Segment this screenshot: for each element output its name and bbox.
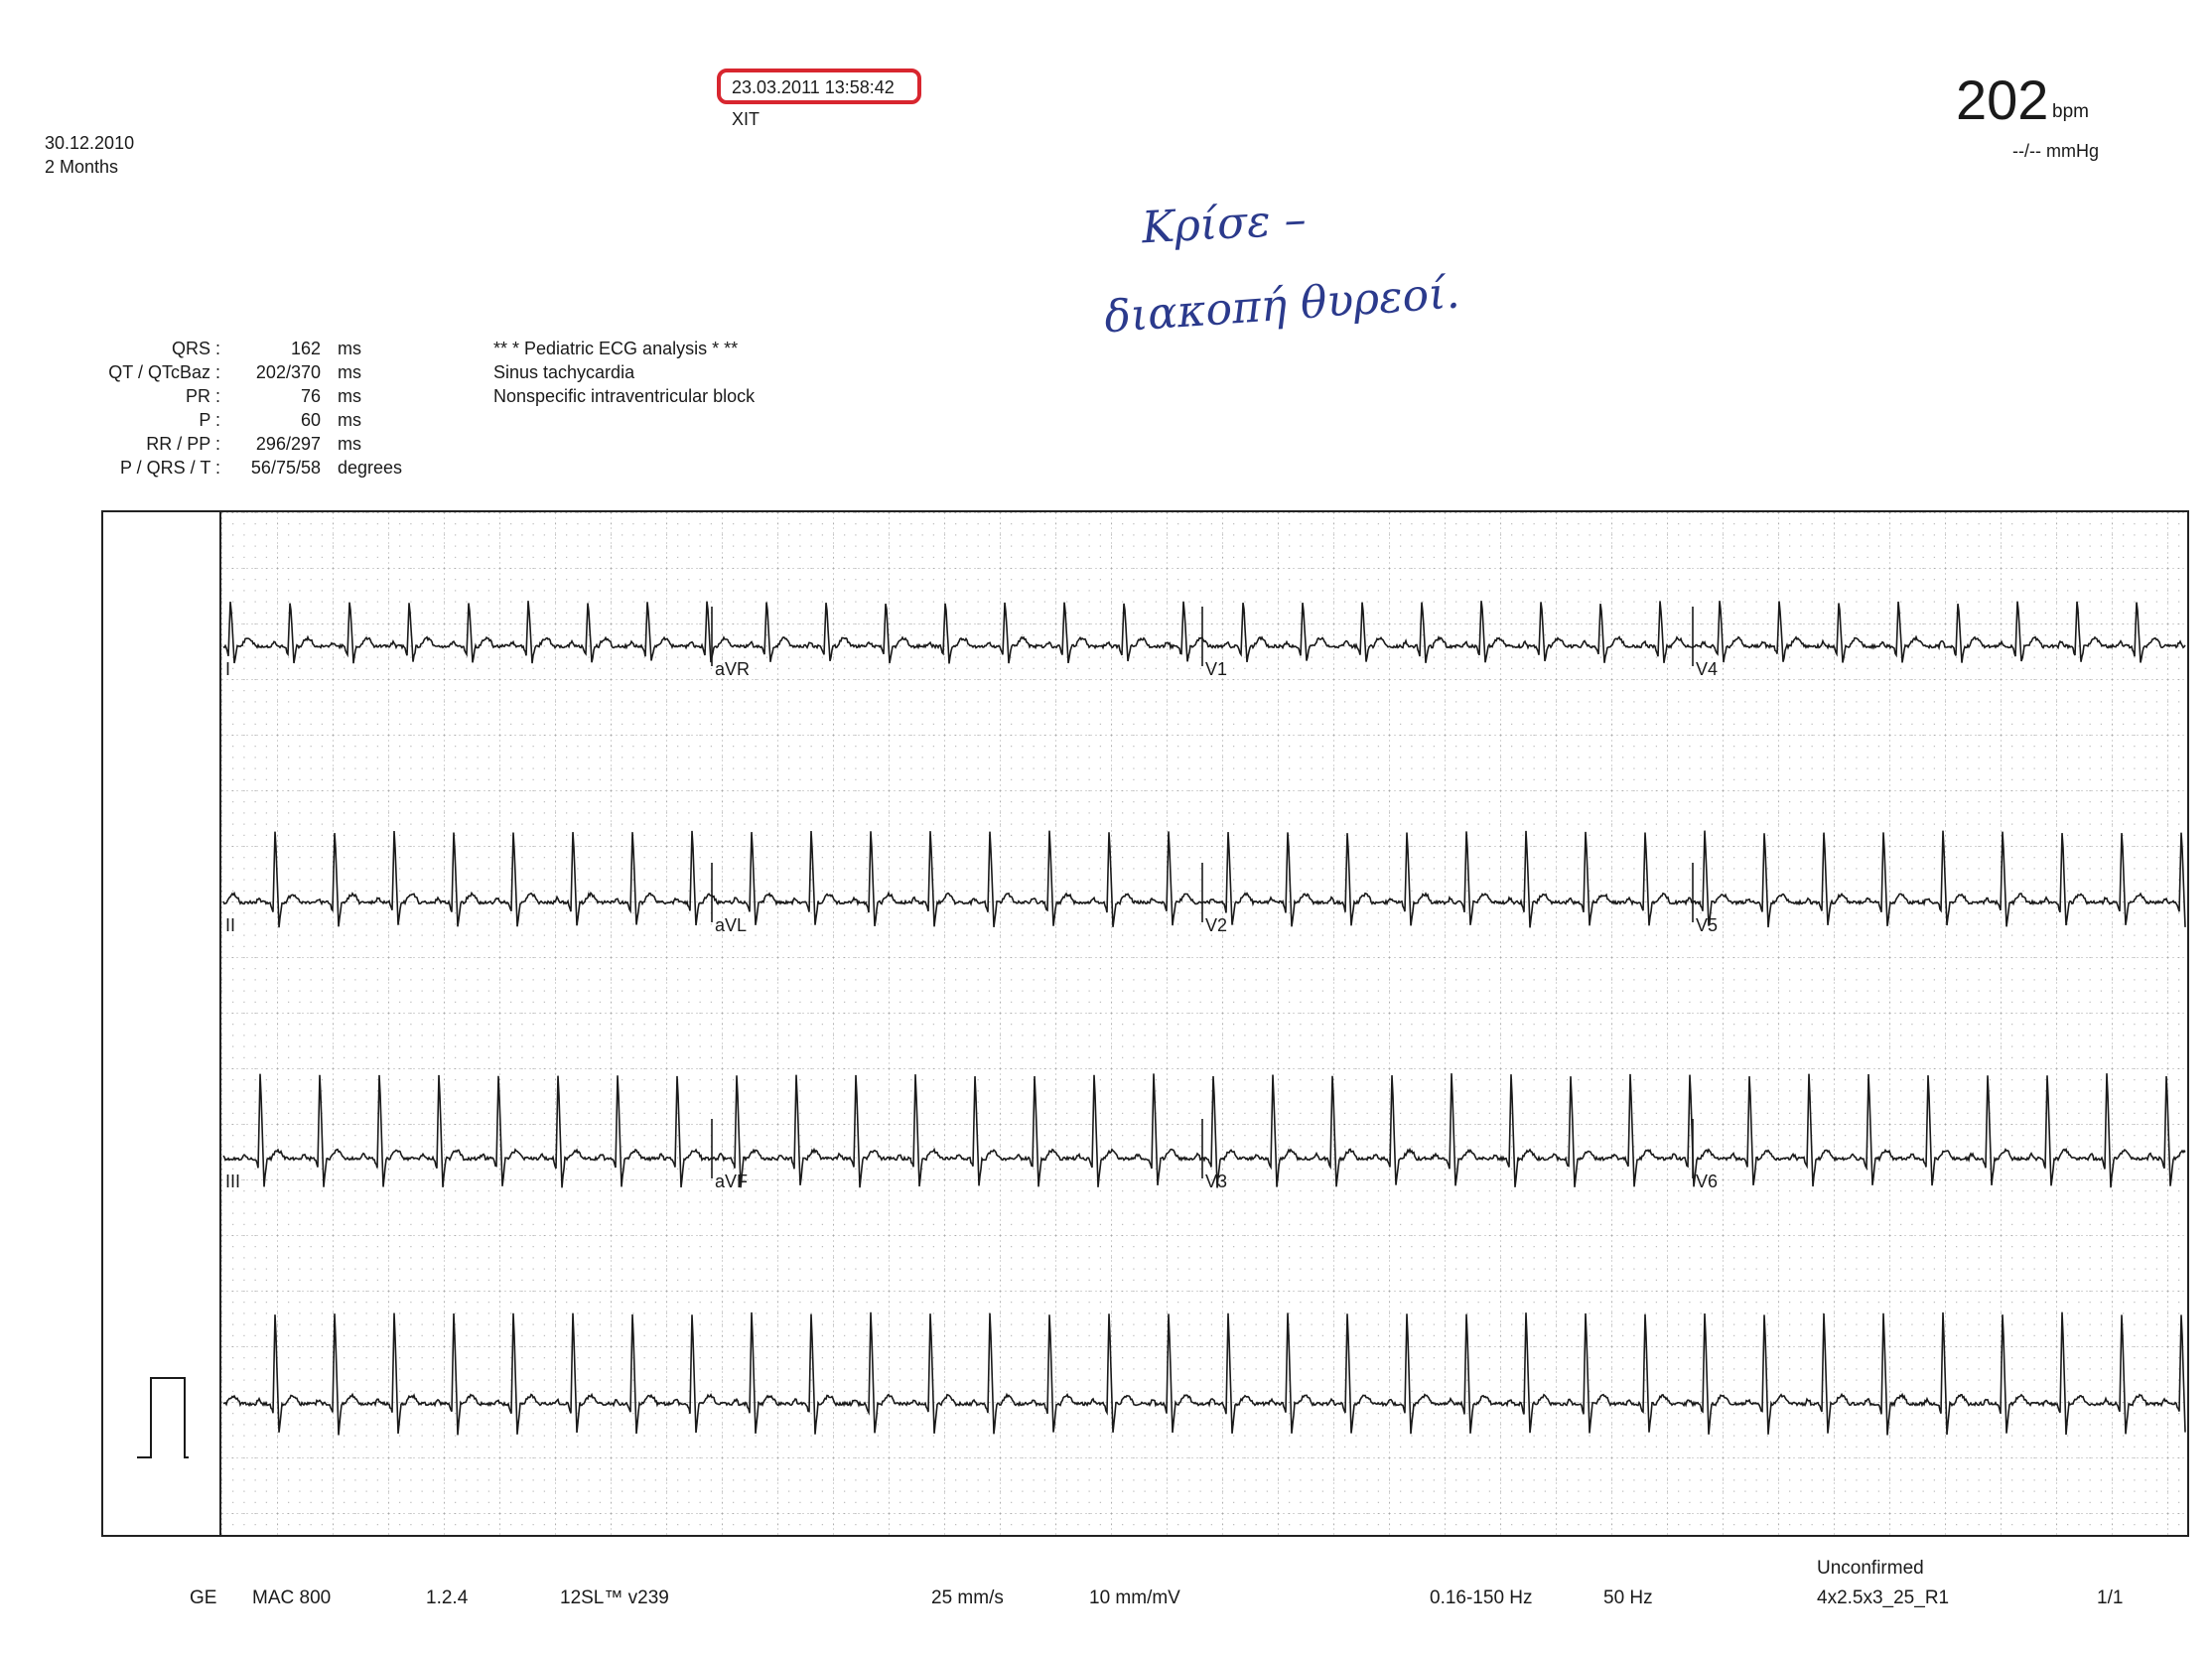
footer-gain: 10 mm/mV bbox=[1089, 1587, 1180, 1608]
measurement-value: 202/370 bbox=[255, 362, 321, 382]
footer-version: 1.2.4 bbox=[426, 1587, 469, 1608]
footer-device: MAC 800 bbox=[252, 1587, 332, 1608]
measurement-unit: ms bbox=[338, 339, 361, 358]
footer-paper-speed: 25 mm/s bbox=[931, 1587, 1004, 1608]
lead-label: II bbox=[225, 915, 236, 935]
measurement-label: PR : bbox=[185, 386, 220, 406]
footer-format: 4x2.5x3_25_R1 bbox=[1817, 1587, 1950, 1608]
measurement-label: RR / PP : bbox=[146, 434, 220, 454]
interpretation-line: ** * Pediatric ECG analysis * ** bbox=[493, 339, 739, 358]
measurement-label: QT / QTcBaz : bbox=[108, 362, 220, 382]
lead-label: aVL bbox=[715, 915, 748, 935]
measurement-unit: degrees bbox=[338, 458, 403, 478]
footer-mains: 50 Hz bbox=[1603, 1587, 1653, 1608]
patient-age: 2 Months bbox=[45, 157, 119, 177]
heart-rate-value: 202 bbox=[1956, 69, 2049, 131]
lead-label: V6 bbox=[1696, 1172, 1719, 1191]
measurement-label: QRS : bbox=[171, 339, 220, 358]
footer-algorithm: 12SL™ v239 bbox=[560, 1587, 669, 1608]
lead-label: aVR bbox=[715, 659, 751, 679]
lead-label: V3 bbox=[1205, 1172, 1228, 1191]
handwritten-note-line1: Κρίσε – bbox=[1140, 194, 1308, 254]
lead-label: III bbox=[225, 1172, 241, 1191]
lead-label: V2 bbox=[1205, 915, 1228, 935]
lead-label: aVF bbox=[715, 1172, 749, 1191]
footer-manufacturer: GE bbox=[190, 1587, 217, 1608]
footer-filter: 0.16-150 Hz bbox=[1430, 1587, 1533, 1608]
footer-status: Unconfirmed bbox=[1817, 1558, 1924, 1579]
calibration-pulse-icon bbox=[103, 512, 219, 1535]
measurement-unit: ms bbox=[338, 434, 361, 454]
birth-date: 30.12.2010 bbox=[45, 133, 135, 153]
measurement-unit: ms bbox=[338, 362, 361, 382]
measurement-label: P / QRS / T : bbox=[119, 458, 220, 478]
lead-label: I bbox=[225, 659, 231, 679]
interpretation-line: Sinus tachycardia bbox=[493, 362, 635, 382]
interpretation-line: Nonspecific intraventricular block bbox=[493, 386, 756, 406]
measurement-value: 296/297 bbox=[255, 434, 321, 454]
measurement-label: P : bbox=[199, 410, 220, 430]
measurement-value: 60 bbox=[300, 410, 321, 430]
measurement-unit: ms bbox=[338, 386, 361, 406]
ecg-strip-frame bbox=[101, 510, 2189, 1537]
patient-id: XIT bbox=[732, 109, 760, 129]
recording-timestamp: 23.03.2011 13:58:42 bbox=[732, 77, 895, 97]
measurement-unit: ms bbox=[338, 410, 361, 430]
lead-label: V1 bbox=[1205, 659, 1228, 679]
ecg-grid bbox=[221, 512, 2187, 1535]
footer-page: 1/1 bbox=[2097, 1587, 2124, 1608]
heart-rate-unit: bpm bbox=[2052, 101, 2089, 122]
measurement-value: 56/75/58 bbox=[250, 458, 321, 478]
calibration-panel bbox=[103, 512, 221, 1535]
lead-label: V5 bbox=[1696, 915, 1719, 935]
measurement-value: 76 bbox=[300, 386, 321, 406]
handwritten-note-line2: διακοπή θυρεοί. bbox=[1102, 267, 1461, 344]
blood-pressure: --/-- mmHg bbox=[2012, 141, 2099, 161]
measurement-value: 162 bbox=[290, 339, 321, 358]
lead-label: V4 bbox=[1696, 659, 1719, 679]
